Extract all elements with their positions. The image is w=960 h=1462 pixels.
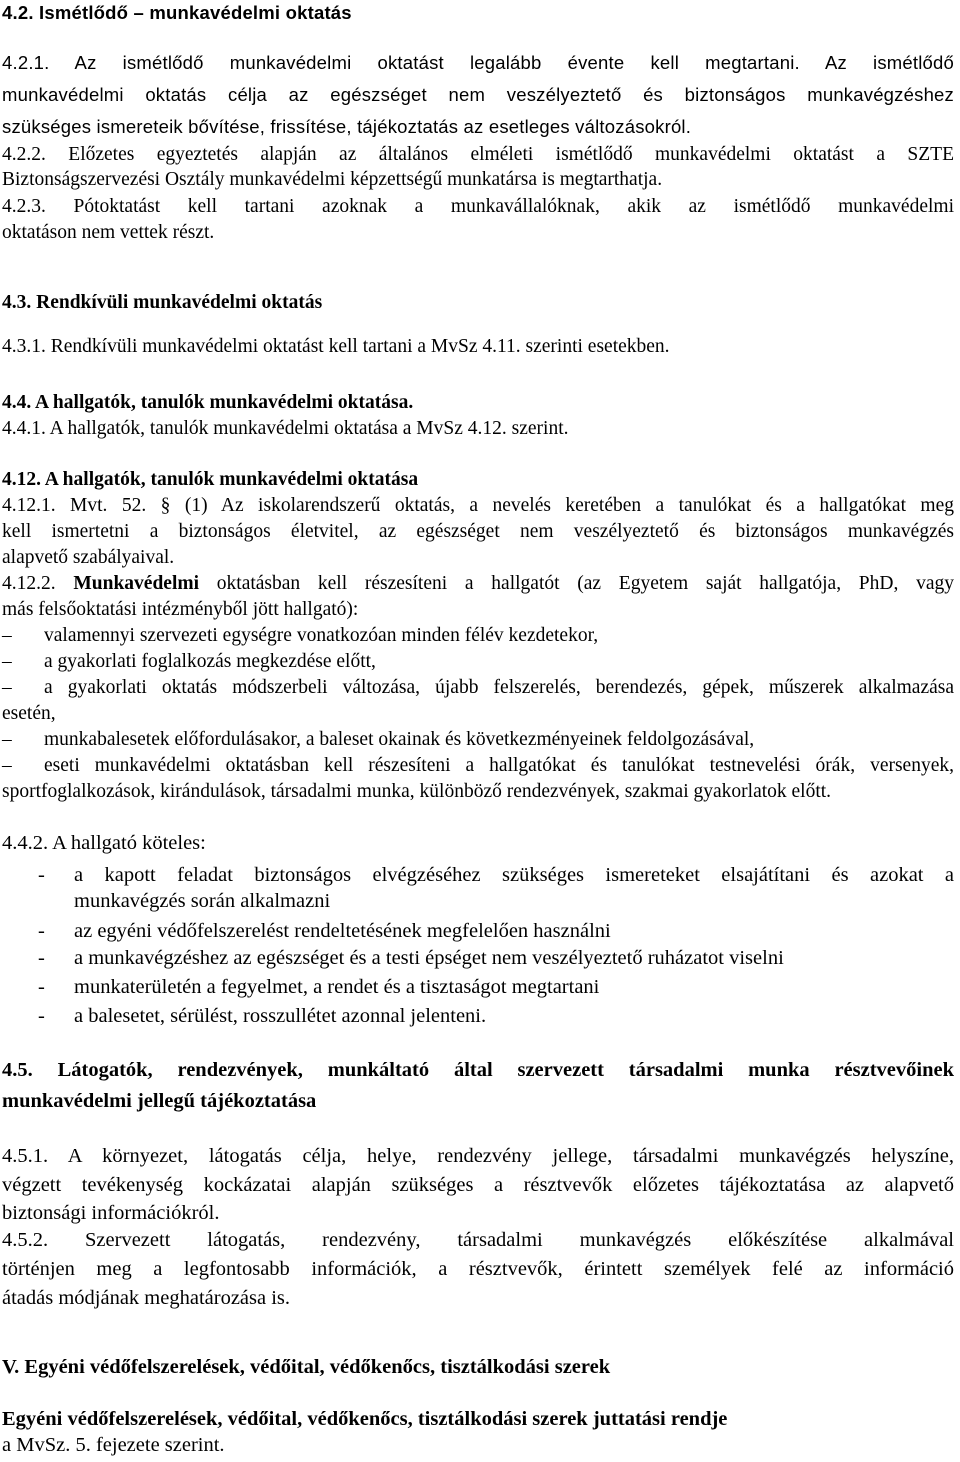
bullet-marker: -	[38, 864, 45, 886]
para-4-5-2-line-1: 4.5.2. Szervezett látogatás, rendezvény, társadalmi munkavégzés előkészítése alkalmával	[2, 1229, 954, 1251]
section-4-2-heading: 4.2. Ismétlődő – munkavédelmi oktatás	[2, 2, 352, 23]
chapter-v-subheading: Egyéni védőfelszerelések, védőital, védőkenőcs, tisztálkodási szerek juttatási rendje	[2, 1408, 728, 1430]
duty-item-text: a kapott feladat biztonságos elvégzéséhez szükséges ismereteket elsajátítani és azokat a	[74, 864, 954, 886]
list-item-continuation: esetén,	[2, 703, 56, 724]
para-4-12-1-line-2: kell ismertetni a biztonságos életvitel, az egészséget nem veszélyeztető és biztonságos munkavégzés	[2, 521, 954, 542]
duty-item	[2, 947, 784, 970]
para-4-5-1-line-1: 4.5.1. A környezet, látogatás célja, helye, rendezvény jellege, társadalmi munkavégzés helyszíne,	[2, 1145, 954, 1167]
list-item	[2, 755, 954, 777]
dash-marker: –	[2, 729, 12, 750]
para-4-12-2-line-2: más felsőoktatási intézményből jött hallgató):	[2, 599, 359, 620]
section-4-4-heading: 4.4. A hallgatók, tanulók munkavédelmi oktatása.	[2, 392, 414, 413]
duty-item	[2, 920, 611, 943]
bullet-marker: -	[38, 1005, 45, 1027]
duty-item	[2, 1005, 486, 1028]
list-item	[2, 625, 598, 647]
list-item	[2, 729, 754, 751]
duty-item-text: a balesetet, sérülést, rosszullétet azonnal jelenteni.	[74, 1005, 487, 1027]
duty-item-text: munkaterületén a fegyelmet, a rendet és a tisztaságot megtartani	[74, 976, 600, 998]
dash-marker: –	[2, 677, 12, 698]
section-4-5-heading-line-2: munkavédelmi jellegű tájékoztatása	[2, 1090, 317, 1112]
para-4-5-1-line-2: végzett tevékenység kockázatai alapján szükséges a résztvevők előzetes tájékoztatása az alapvető	[2, 1174, 954, 1196]
para-4-12-2-bold-term: Munkavédelmi	[73, 573, 200, 594]
dash-marker: –	[2, 651, 12, 672]
chapter-v-reference: a MvSz. 5. fejezete szerint.	[2, 1434, 225, 1456]
para-4-5-1-line-3: biztonsági információkról.	[2, 1202, 220, 1224]
list-item-continuation: sportfoglalkozások, kirándulások, társadalmi munka, különböző rendezvények, szakmai gyakorlatok előtt.	[2, 781, 832, 802]
para-4-5-2-line-3: átadás módjának meghatározása is.	[2, 1287, 291, 1309]
para-4-2-3-line-1: 4.2.3. Pótoktatást kell tartani azoknak a munkavállalóknak, akik az ismétlődő munkavédelmi	[2, 196, 954, 217]
list-item-text: a gyakorlati foglalkozás megkezdése előtt,	[44, 651, 376, 672]
para-4-12-2-rest: oktatásban kell részesíteni a hallgatót (az Egyetem saját hallgatója, PhD, vagy	[199, 573, 954, 594]
para-4-2-1-line-1: 4.2.1. Az ismétlődő munkavédelmi oktatást legalább évente kell megtartani. Az ismétlődő	[2, 52, 954, 73]
duty-item	[2, 976, 599, 999]
section-4-12-heading: 4.12. A hallgatók, tanulók munkavédelmi oktatása	[2, 469, 419, 490]
duty-item-text: az egyéni védőfelszerelést rendeltetésének megfelelően használni	[74, 920, 611, 942]
para-4-2-1-line-2: munkavédelmi oktatás célja az egészséget nem veszélyeztető és biztonságos munkavégzéshez	[2, 84, 954, 105]
section-4-5-heading-line-1: 4.5. Látogatók, rendezvények, munkáltató által szervezett társadalmi munka résztvevőinek	[2, 1059, 954, 1081]
dash-marker: –	[2, 625, 12, 646]
duty-item-text: a munkavégzéshez az egészséget és a testi épséget nem veszélyeztető ruházatot viselni	[74, 947, 784, 969]
para-4-2-1-line-3: szükséges ismereteik bővítése, frissítése, tájékoztatás az esetleges változásokról.	[2, 116, 692, 137]
bullet-marker: -	[38, 976, 45, 998]
para-4-5-2-line-2: történjen meg a legfontosabb információk, a résztvevők, érintett személyek felé az információ	[2, 1258, 954, 1280]
dash-marker: –	[2, 755, 12, 776]
para-4-3-1: 4.3.1. Rendkívüli munkavédelmi oktatást kell tartani a MvSz 4.11. szerinti esetekben.	[2, 336, 670, 357]
list-item-text: munkabalesetek előfordulásakor, a baleset okainak és következményeinek feldolgozásával,	[44, 729, 755, 750]
section-4-4-2-title: 4.4.2. A hallgató köteles:	[2, 832, 206, 854]
list-item-text: a gyakorlati oktatás módszerbeli változása, újabb felszerelés, berendezés, gépek, műszerek alkalmazása	[44, 677, 954, 698]
section-4-3-heading: 4.3. Rendkívüli munkavédelmi oktatás	[2, 292, 323, 313]
para-4-12-1-line-1: 4.12.1. Mvt. 52. § (1) Az iskolarendszerű oktatás, a nevelés keretében a tanulókat és a hallgatókat meg	[2, 495, 954, 516]
bullet-marker: -	[38, 947, 45, 969]
para-4-4-1: 4.4.1. A hallgatók, tanulók munkavédelmi oktatása a MvSz 4.12. szerint.	[2, 418, 569, 439]
list-item-text: eseti munkavédelmi oktatásban kell részesíteni a hallgatókat és tanulókat testnevelési órák, versenyek,	[44, 755, 954, 776]
list-item-text: valamennyi szervezeti egységre vonatkozóan minden félév kezdetekor,	[44, 625, 599, 646]
list-item	[2, 677, 954, 699]
para-4-12-1-line-3: alapvető szabályaival.	[2, 547, 175, 568]
para-4-12-2-line-1	[2, 573, 954, 595]
duty-item	[2, 864, 954, 887]
para-4-2-2-line-2: Biztonságszervezési Osztály munkavédelmi képzettségű munkatársa is megtarthatja.	[2, 169, 663, 190]
chapter-v-heading: V. Egyéni védőfelszerelések, védőital, védőkenőcs, tisztálkodási szerek	[2, 1356, 611, 1378]
para-4-12-2-number: 4.12.2.	[2, 573, 74, 594]
para-4-2-3-line-2: oktatáson nem vettek részt.	[2, 222, 215, 243]
para-4-2-2-line-1: 4.2.2. Előzetes egyeztetés alapján az általános elméleti ismétlődő munkavédelmi oktatást a SZTE	[2, 144, 954, 165]
duty-item-continuation: munkavégzés során alkalmazni	[74, 890, 331, 912]
list-item	[2, 651, 376, 673]
bullet-marker: -	[38, 920, 45, 942]
